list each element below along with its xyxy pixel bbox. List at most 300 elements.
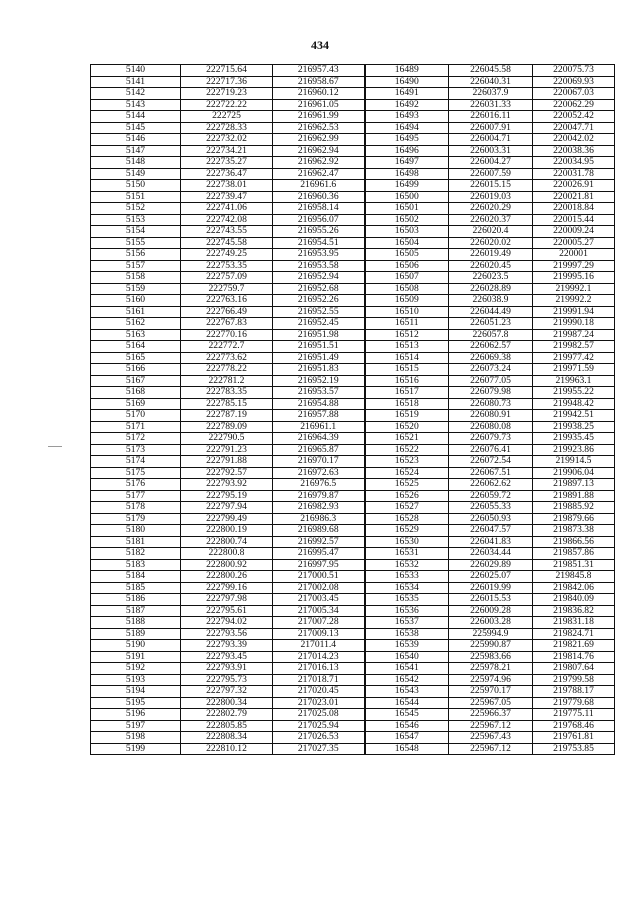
table-cell-point-number: 5183 <box>91 559 181 571</box>
table-cell-y-coordinate: 216952.94 <box>273 272 365 284</box>
table-cell-y-coordinate: 219845.8 <box>533 571 615 583</box>
table-cell-point-number: 16516 <box>365 375 449 387</box>
table-cell-y-coordinate: 216989.68 <box>273 525 365 537</box>
table-cell-y-coordinate: 219977.42 <box>533 352 615 364</box>
table-cell-x-coordinate: 226034.44 <box>449 548 533 560</box>
table-cell-point-number: 16503 <box>365 226 449 238</box>
table-cell-point-number: 5164 <box>91 341 181 353</box>
table-cell-y-coordinate: 219851.31 <box>533 559 615 571</box>
table-cell-y-coordinate: 216957.43 <box>273 65 365 77</box>
table-row <box>91 582 615 594</box>
table-cell-y-coordinate: 219997.29 <box>533 260 615 272</box>
table-cell-point-number: 5192 <box>91 663 181 675</box>
table-cell-point-number: 5180 <box>91 525 181 537</box>
table-cell-y-coordinate: 220015.44 <box>533 214 615 226</box>
table-cell-point-number: 5177 <box>91 490 181 502</box>
table-cell-point-number: 16489 <box>365 65 449 77</box>
table-cell-point-number: 16526 <box>365 490 449 502</box>
table-row <box>91 559 615 571</box>
table-cell-x-coordinate: 222767.83 <box>181 318 273 330</box>
table-cell-point-number: 5162 <box>91 318 181 330</box>
table-cell-x-coordinate: 226020.02 <box>449 237 533 249</box>
table-row <box>91 272 615 284</box>
table-row <box>91 525 615 537</box>
table-cell-y-coordinate: 220001 <box>533 249 615 261</box>
table-cell-point-number: 16501 <box>365 203 449 215</box>
table-cell-point-number: 16523 <box>365 456 449 468</box>
table-cell-y-coordinate: 219857.86 <box>533 548 615 560</box>
table-cell-x-coordinate: 225967.12 <box>449 743 533 755</box>
table-cell-x-coordinate: 226031.33 <box>449 99 533 111</box>
table-cell-y-coordinate: 219935.45 <box>533 433 615 445</box>
table-cell-point-number: 5141 <box>91 76 181 88</box>
table-cell-y-coordinate: 216961.6 <box>273 180 365 192</box>
table-row <box>91 398 615 410</box>
table-row <box>91 686 615 698</box>
table-cell-x-coordinate: 225966.37 <box>449 709 533 721</box>
table-cell-x-coordinate: 222793.45 <box>181 651 273 663</box>
table-row <box>91 237 615 249</box>
table-cell-point-number: 16490 <box>365 76 449 88</box>
table-cell-point-number: 16544 <box>365 697 449 709</box>
table-cell-y-coordinate: 219987.24 <box>533 329 615 341</box>
table-cell-point-number: 16509 <box>365 295 449 307</box>
table-cell-point-number: 5161 <box>91 306 181 318</box>
table-row <box>91 283 615 295</box>
table-cell-x-coordinate: 222793.39 <box>181 640 273 652</box>
table-cell-y-coordinate: 216951.98 <box>273 329 365 341</box>
table-row <box>91 65 615 77</box>
table-cell-x-coordinate: 225983.66 <box>449 651 533 663</box>
table-cell-point-number: 5155 <box>91 237 181 249</box>
table-row <box>91 387 615 399</box>
table-row <box>91 157 615 169</box>
table-cell-x-coordinate: 222802.79 <box>181 709 273 721</box>
table-cell-point-number: 16511 <box>365 318 449 330</box>
table-cell-point-number: 5187 <box>91 605 181 617</box>
table-cell-point-number: 5193 <box>91 674 181 686</box>
table-cell-x-coordinate: 222799.16 <box>181 582 273 594</box>
table-cell-x-coordinate: 222725 <box>181 111 273 123</box>
table-cell-y-coordinate: 220026.91 <box>533 180 615 192</box>
table-cell-y-coordinate: 219938.25 <box>533 421 615 433</box>
table-cell-point-number: 5186 <box>91 594 181 606</box>
table-row <box>91 617 615 629</box>
table-cell-x-coordinate: 222741.06 <box>181 203 273 215</box>
table-cell-point-number: 16497 <box>365 157 449 169</box>
table-cell-y-coordinate: 217000.51 <box>273 571 365 583</box>
table-cell-x-coordinate: 226076.41 <box>449 444 533 456</box>
table-cell-y-coordinate: 219995.16 <box>533 272 615 284</box>
table-cell-point-number: 5160 <box>91 295 181 307</box>
table-cell-x-coordinate: 226007.59 <box>449 168 533 180</box>
table-cell-point-number: 16525 <box>365 479 449 491</box>
table-cell-point-number: 16496 <box>365 145 449 157</box>
table-cell-point-number: 5140 <box>91 65 181 77</box>
table-cell-x-coordinate: 222763.16 <box>181 295 273 307</box>
table-cell-x-coordinate: 225994.9 <box>449 628 533 640</box>
table-cell-point-number: 5151 <box>91 191 181 203</box>
table-cell-x-coordinate: 226080.73 <box>449 398 533 410</box>
table-row <box>91 674 615 686</box>
table-cell-point-number: 5149 <box>91 168 181 180</box>
table-cell-x-coordinate: 226062.62 <box>449 479 533 491</box>
table-cell-y-coordinate: 217005.34 <box>273 605 365 617</box>
table-cell-x-coordinate: 222795.61 <box>181 605 273 617</box>
table-cell-point-number: 16505 <box>365 249 449 261</box>
table-cell-point-number: 16504 <box>365 237 449 249</box>
table-cell-y-coordinate: 219948.42 <box>533 398 615 410</box>
table-row <box>91 663 615 675</box>
table-cell-x-coordinate: 222722.22 <box>181 99 273 111</box>
table-cell-x-coordinate: 226020.4 <box>449 226 533 238</box>
table-cell-point-number: 5144 <box>91 111 181 123</box>
table-cell-y-coordinate: 216976.5 <box>273 479 365 491</box>
table-cell-point-number: 5191 <box>91 651 181 663</box>
table-cell-x-coordinate: 226080.08 <box>449 421 533 433</box>
table-cell-y-coordinate: 216961.05 <box>273 99 365 111</box>
table-cell-x-coordinate: 222715.64 <box>181 65 273 77</box>
table-cell-y-coordinate: 216972.63 <box>273 467 365 479</box>
table-cell-x-coordinate: 222732.02 <box>181 134 273 146</box>
table-cell-point-number: 5173 <box>91 444 181 456</box>
table-cell-y-coordinate: 217025.08 <box>273 709 365 721</box>
table-cell-point-number: 5146 <box>91 134 181 146</box>
table-cell-y-coordinate: 219982.57 <box>533 341 615 353</box>
table-cell-point-number: 16545 <box>365 709 449 721</box>
table-cell-y-coordinate: 216954.51 <box>273 237 365 249</box>
table-cell-y-coordinate: 219775.11 <box>533 709 615 721</box>
table-cell-y-coordinate: 220021.81 <box>533 191 615 203</box>
coordinates-table-body <box>91 65 615 755</box>
table-row <box>91 111 615 123</box>
table-cell-point-number: 5142 <box>91 88 181 100</box>
table-cell-y-coordinate: 220069.93 <box>533 76 615 88</box>
table-cell-y-coordinate: 216960.36 <box>273 191 365 203</box>
table-cell-x-coordinate: 226015.15 <box>449 180 533 192</box>
table-row <box>91 720 615 732</box>
table-cell-y-coordinate: 219753.85 <box>533 743 615 755</box>
table-cell-x-coordinate: 222757.09 <box>181 272 273 284</box>
table-cell-y-coordinate: 220009.24 <box>533 226 615 238</box>
table-cell-x-coordinate: 222791.23 <box>181 444 273 456</box>
table-cell-y-coordinate: 219840.09 <box>533 594 615 606</box>
table-cell-x-coordinate: 222785.15 <box>181 398 273 410</box>
table-cell-y-coordinate: 219761.81 <box>533 732 615 744</box>
table-cell-y-coordinate: 217026.53 <box>273 732 365 744</box>
table-cell-x-coordinate: 226067.51 <box>449 467 533 479</box>
table-cell-x-coordinate: 222742.08 <box>181 214 273 226</box>
table-cell-x-coordinate: 222810.12 <box>181 743 273 755</box>
table-cell-point-number: 16539 <box>365 640 449 652</box>
table-cell-point-number: 5174 <box>91 456 181 468</box>
table-cell-x-coordinate: 222793.56 <box>181 628 273 640</box>
table-cell-point-number: 16537 <box>365 617 449 629</box>
table-cell-x-coordinate: 222800.92 <box>181 559 273 571</box>
table-cell-x-coordinate: 222791.88 <box>181 456 273 468</box>
table-cell-x-coordinate: 226007.91 <box>449 122 533 134</box>
table-row <box>91 364 615 376</box>
table-cell-y-coordinate: 216953.57 <box>273 387 365 399</box>
table-cell-x-coordinate: 222794.02 <box>181 617 273 629</box>
table-cell-point-number: 5178 <box>91 502 181 514</box>
table-cell-point-number: 5185 <box>91 582 181 594</box>
table-cell-x-coordinate: 222735.27 <box>181 157 273 169</box>
table-cell-x-coordinate: 225974.96 <box>449 674 533 686</box>
table-row <box>91 651 615 663</box>
table-cell-y-coordinate: 217014.23 <box>273 651 365 663</box>
table-row <box>91 548 615 560</box>
table-cell-point-number: 5167 <box>91 375 181 387</box>
table-cell-y-coordinate: 219873.38 <box>533 525 615 537</box>
table-cell-x-coordinate: 222800.19 <box>181 525 273 537</box>
table-cell-point-number: 5143 <box>91 99 181 111</box>
table-cell-y-coordinate: 216952.55 <box>273 306 365 318</box>
table-cell-y-coordinate: 219788.17 <box>533 686 615 698</box>
table-row <box>91 490 615 502</box>
table-cell-y-coordinate: 219891.88 <box>533 490 615 502</box>
table-cell-y-coordinate: 220042.02 <box>533 134 615 146</box>
table-row <box>91 444 615 456</box>
table-cell-y-coordinate: 216958.67 <box>273 76 365 88</box>
table-cell-y-coordinate: 220062.29 <box>533 99 615 111</box>
table-cell-x-coordinate: 226050.93 <box>449 513 533 525</box>
table-cell-point-number: 16547 <box>365 732 449 744</box>
table-cell-x-coordinate: 226077.05 <box>449 375 533 387</box>
table-cell-x-coordinate: 222778.22 <box>181 364 273 376</box>
table-row <box>91 732 615 744</box>
table-row <box>91 260 615 272</box>
table-cell-point-number: 16498 <box>365 168 449 180</box>
table-cell-y-coordinate: 220031.78 <box>533 168 615 180</box>
table-cell-y-coordinate: 219842.06 <box>533 582 615 594</box>
table-cell-y-coordinate: 219779.68 <box>533 697 615 709</box>
table-cell-y-coordinate: 216992.57 <box>273 536 365 548</box>
table-cell-point-number: 16542 <box>365 674 449 686</box>
table-cell-point-number: 5175 <box>91 467 181 479</box>
table-cell-y-coordinate: 216962.92 <box>273 157 365 169</box>
table-cell-x-coordinate: 222739.47 <box>181 191 273 203</box>
table-cell-point-number: 16541 <box>365 663 449 675</box>
table-cell-y-coordinate: 219897.13 <box>533 479 615 491</box>
table-cell-x-coordinate: 226045.58 <box>449 65 533 77</box>
table-row <box>91 99 615 111</box>
table-cell-x-coordinate: 222800.8 <box>181 548 273 560</box>
table-cell-x-coordinate: 226080.91 <box>449 410 533 422</box>
table-cell-x-coordinate: 226057.8 <box>449 329 533 341</box>
table-cell-point-number: 16507 <box>365 272 449 284</box>
table-cell-x-coordinate: 226003.31 <box>449 145 533 157</box>
table-cell-x-coordinate: 222800.26 <box>181 571 273 583</box>
table-cell-y-coordinate: 219836.82 <box>533 605 615 617</box>
table-cell-y-coordinate: 217023.01 <box>273 697 365 709</box>
table-cell-x-coordinate: 222793.92 <box>181 479 273 491</box>
table-row <box>91 502 615 514</box>
table-cell-x-coordinate: 226072.54 <box>449 456 533 468</box>
table-cell-y-coordinate: 217011.4 <box>273 640 365 652</box>
table-cell-point-number: 16534 <box>365 582 449 594</box>
table-cell-point-number: 5156 <box>91 249 181 261</box>
table-cell-y-coordinate: 219768.46 <box>533 720 615 732</box>
table-cell-y-coordinate: 219990.18 <box>533 318 615 330</box>
table-cell-point-number: 5163 <box>91 329 181 341</box>
table-cell-point-number: 5153 <box>91 214 181 226</box>
table-cell-x-coordinate: 225967.05 <box>449 697 533 709</box>
table-cell-y-coordinate: 216961.1 <box>273 421 365 433</box>
table-cell-point-number: 5170 <box>91 410 181 422</box>
table-cell-x-coordinate: 226037.9 <box>449 88 533 100</box>
table-cell-point-number: 5148 <box>91 157 181 169</box>
page-number: 434 <box>311 38 329 52</box>
table-cell-x-coordinate: 222753.35 <box>181 260 273 272</box>
table-cell-y-coordinate: 219923.86 <box>533 444 615 456</box>
table-cell-y-coordinate: 216954.88 <box>273 398 365 410</box>
table-cell-y-coordinate: 216953.58 <box>273 260 365 272</box>
table-cell-x-coordinate: 222795.73 <box>181 674 273 686</box>
table-cell-y-coordinate: 216957.88 <box>273 410 365 422</box>
table-cell-x-coordinate: 222772.7 <box>181 341 273 353</box>
table-cell-point-number: 16519 <box>365 410 449 422</box>
table-cell-x-coordinate: 222719.23 <box>181 88 273 100</box>
table-row <box>91 697 615 709</box>
table-cell-point-number: 16508 <box>365 283 449 295</box>
table-cell-y-coordinate: 216951.83 <box>273 364 365 376</box>
table-cell-y-coordinate: 219885.92 <box>533 502 615 514</box>
table-cell-x-coordinate: 226025.07 <box>449 571 533 583</box>
table-cell-y-coordinate: 217003.45 <box>273 594 365 606</box>
table-cell-y-coordinate: 216958.14 <box>273 203 365 215</box>
table-cell-y-coordinate: 216952.68 <box>273 283 365 295</box>
table-cell-x-coordinate: 226079.98 <box>449 387 533 399</box>
table-cell-y-coordinate: 219992.2 <box>533 295 615 307</box>
table-cell-point-number: 16536 <box>365 605 449 617</box>
table-cell-y-coordinate: 219879.66 <box>533 513 615 525</box>
table-row <box>91 329 615 341</box>
table-cell-x-coordinate: 222797.32 <box>181 686 273 698</box>
table-cell-point-number: 5154 <box>91 226 181 238</box>
table-cell-x-coordinate: 226079.73 <box>449 433 533 445</box>
table-cell-x-coordinate: 226047.57 <box>449 525 533 537</box>
table-row <box>91 456 615 468</box>
table-cell-y-coordinate: 217027.35 <box>273 743 365 755</box>
table-cell-y-coordinate: 217009.13 <box>273 628 365 640</box>
table-cell-point-number: 5188 <box>91 617 181 629</box>
table-cell-point-number: 16518 <box>365 398 449 410</box>
table-cell-x-coordinate: 226019.49 <box>449 249 533 261</box>
table-cell-x-coordinate: 222783.35 <box>181 387 273 399</box>
table-cell-point-number: 16517 <box>365 387 449 399</box>
table-cell-y-coordinate: 220018.84 <box>533 203 615 215</box>
table-cell-point-number: 16533 <box>365 571 449 583</box>
table-cell-point-number: 5199 <box>91 743 181 755</box>
table-cell-y-coordinate: 217018.71 <box>273 674 365 686</box>
table-cell-point-number: 5189 <box>91 628 181 640</box>
table-row <box>91 180 615 192</box>
table-cell-point-number: 5157 <box>91 260 181 272</box>
table-cell-point-number: 5176 <box>91 479 181 491</box>
table-cell-point-number: 16529 <box>365 525 449 537</box>
table-cell-y-coordinate: 217020.45 <box>273 686 365 698</box>
table-row <box>91 628 615 640</box>
table-cell-x-coordinate: 222781.2 <box>181 375 273 387</box>
table-row <box>91 295 615 307</box>
table-cell-x-coordinate: 222728.33 <box>181 122 273 134</box>
table-cell-x-coordinate: 226051.23 <box>449 318 533 330</box>
table-cell-y-coordinate: 219963.1 <box>533 375 615 387</box>
table-cell-point-number: 16531 <box>365 548 449 560</box>
table-cell-x-coordinate: 226023.5 <box>449 272 533 284</box>
table-cell-y-coordinate: 216962.94 <box>273 145 365 157</box>
table-cell-point-number: 5179 <box>91 513 181 525</box>
table-cell-x-coordinate: 225967.12 <box>449 720 533 732</box>
table-cell-y-coordinate: 216970.17 <box>273 456 365 468</box>
table-cell-point-number: 16538 <box>365 628 449 640</box>
table-cell-y-coordinate: 219799.58 <box>533 674 615 686</box>
table-cell-x-coordinate: 225967.43 <box>449 732 533 744</box>
table-row <box>91 467 615 479</box>
table-cell-y-coordinate: 220038.36 <box>533 145 615 157</box>
coordinates-table <box>90 64 615 755</box>
table-row <box>91 318 615 330</box>
table-cell-y-coordinate: 220034.95 <box>533 157 615 169</box>
table-cell-y-coordinate: 216956.07 <box>273 214 365 226</box>
table-cell-x-coordinate: 226038.9 <box>449 295 533 307</box>
table-cell-point-number: 16527 <box>365 502 449 514</box>
table-cell-x-coordinate: 222800.34 <box>181 697 273 709</box>
table-cell-point-number: 16512 <box>365 329 449 341</box>
table-cell-point-number: 5152 <box>91 203 181 215</box>
table-cell-point-number: 5168 <box>91 387 181 399</box>
table-cell-y-coordinate: 219942.51 <box>533 410 615 422</box>
table-cell-y-coordinate: 220067.03 <box>533 88 615 100</box>
table-cell-y-coordinate: 217025.94 <box>273 720 365 732</box>
table-row <box>91 743 615 755</box>
table-row <box>91 605 615 617</box>
table-row <box>91 134 615 146</box>
table-cell-point-number: 16540 <box>365 651 449 663</box>
table-cell-point-number: 5194 <box>91 686 181 698</box>
table-cell-y-coordinate: 217007.28 <box>273 617 365 629</box>
table-cell-x-coordinate: 226004.27 <box>449 157 533 169</box>
table-cell-y-coordinate: 216982.93 <box>273 502 365 514</box>
table-row <box>91 513 615 525</box>
table-cell-point-number: 16500 <box>365 191 449 203</box>
table-cell-point-number: 16494 <box>365 122 449 134</box>
table-cell-x-coordinate: 222745.58 <box>181 237 273 249</box>
table-cell-y-coordinate: 219821.69 <box>533 640 615 652</box>
table-cell-point-number: 16493 <box>365 111 449 123</box>
table-cell-y-coordinate: 219814.76 <box>533 651 615 663</box>
table-cell-y-coordinate: 216986.3 <box>273 513 365 525</box>
table-cell-x-coordinate: 222790.5 <box>181 433 273 445</box>
table-cell-x-coordinate: 222770.16 <box>181 329 273 341</box>
table-cell-point-number: 5145 <box>91 122 181 134</box>
table-row <box>91 168 615 180</box>
table-cell-x-coordinate: 226019.03 <box>449 191 533 203</box>
table-cell-y-coordinate: 216951.51 <box>273 341 365 353</box>
table-cell-y-coordinate: 216997.95 <box>273 559 365 571</box>
table-cell-y-coordinate: 216952.45 <box>273 318 365 330</box>
table-cell-y-coordinate: 219971.59 <box>533 364 615 376</box>
table-cell-x-coordinate: 222805.85 <box>181 720 273 732</box>
table-row <box>91 145 615 157</box>
table-cell-point-number: 16521 <box>365 433 449 445</box>
table-row <box>91 709 615 721</box>
table-cell-x-coordinate: 226020.29 <box>449 203 533 215</box>
table-cell-x-coordinate: 222797.94 <box>181 502 273 514</box>
table-cell-point-number: 5147 <box>91 145 181 157</box>
table-row <box>91 203 615 215</box>
